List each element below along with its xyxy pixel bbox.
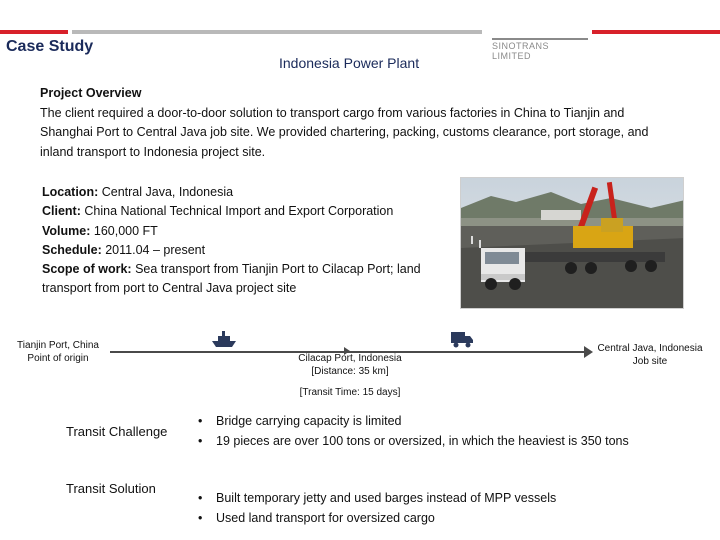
section-title: Case Study bbox=[6, 38, 94, 55]
page-title: Indonesia Power Plant bbox=[279, 55, 420, 71]
detail-client: Client: China National Technical Import and Export Corporation bbox=[42, 204, 394, 219]
route-midpoint: Cilacap Port, Indonesia [Distance: 35 km] bbox=[298, 353, 402, 377]
header-gray-bar bbox=[72, 30, 482, 34]
ship-icon bbox=[210, 329, 238, 349]
transit-solution-label: Transit Solution bbox=[66, 481, 156, 496]
detail-scope: Scope of work: Sea transport from Tianjin Port to Cilacap Port; land transport from port to Central Java project site bbox=[42, 262, 421, 296]
detail-schedule: Schedule: 2011.04 – present bbox=[42, 242, 206, 257]
list-item: • Used land transport for oversized cargo bbox=[196, 509, 646, 529]
overview-text: The client required a door-to-door solution to transport cargo from various factories in China to Tianjin and Shanghai Port to Central Java job site. We provided chartering, packing, customs clearance, port storage, and inland transport to Indonesia project site. bbox=[40, 105, 649, 159]
transit-challenge-list bbox=[196, 412, 646, 451]
header-red-bar-right bbox=[592, 30, 720, 34]
transit-time: [Transit Time: 15 days] bbox=[299, 387, 401, 398]
company-logo: SINOTRANS LIMITED bbox=[492, 38, 588, 61]
photo-illustration bbox=[461, 178, 684, 309]
project-site-photo bbox=[460, 177, 684, 309]
project-overview bbox=[40, 84, 680, 162]
transit-challenge-label: Transit Challenge bbox=[66, 424, 168, 439]
list-item: • Built temporary jetty and used barges instead of MPP vessels bbox=[196, 489, 646, 509]
list-item: • Bridge carrying capacity is limited bbox=[196, 412, 646, 432]
transit-solution-list bbox=[196, 489, 646, 528]
detail-location: Location: Central Java, Indonesia bbox=[42, 185, 234, 199]
route-destination: Central Java, Indonesia Job site bbox=[597, 343, 703, 367]
overview-heading: Project Overview bbox=[40, 86, 142, 100]
truck-icon bbox=[450, 329, 474, 349]
route-origin: Tianjin Port, China Point of origin bbox=[17, 340, 99, 364]
header-red-bar-left bbox=[0, 30, 68, 34]
detail-volume: Volume: 160,000 FT bbox=[42, 223, 158, 238]
list-item: • 19 pieces are over 100 tons or oversized, in which the heaviest is 350 tons bbox=[196, 432, 646, 452]
project-details bbox=[42, 183, 442, 299]
